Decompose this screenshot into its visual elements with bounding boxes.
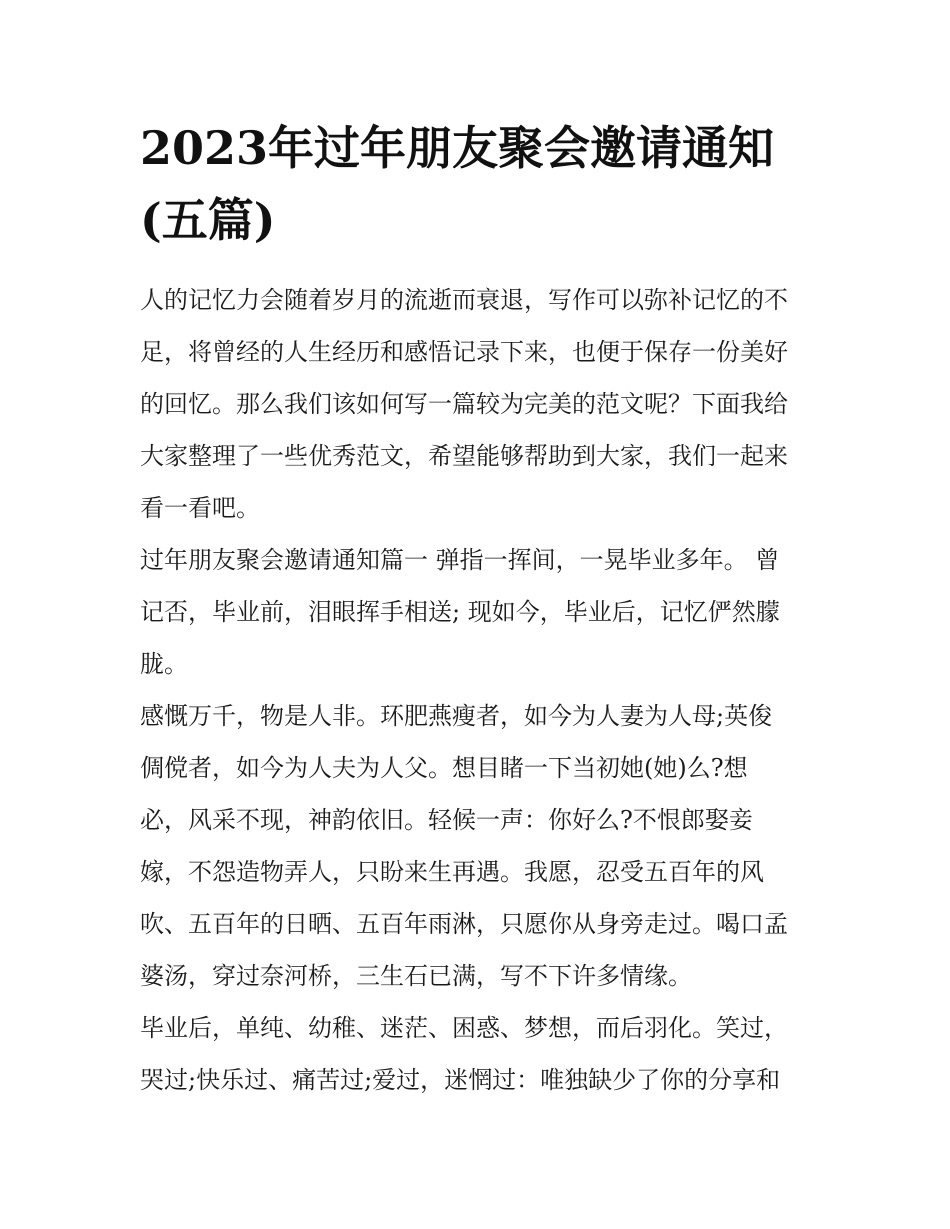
text-line: 哭过;快乐过、痛苦过;爱过，迷惘过：唯独缺少了你的分享和 bbox=[140, 1066, 781, 1094]
text-line: 必，风采不现，神韵依旧。轻候一声：你好么?不恨郎娶妾 bbox=[140, 806, 753, 834]
title-line: 2023年过年朋友聚会邀请通知 bbox=[140, 121, 775, 175]
text-line: 足，将曾经的人生经历和感悟记录下来，也便于保存一份美好 bbox=[140, 338, 788, 366]
paragraph-reflection bbox=[140, 690, 820, 1002]
text-line: 胧。 bbox=[140, 650, 188, 678]
text-line: 感慨万千，物是人非。环肥燕瘦者，如今为人妻为人母;英俊 bbox=[140, 702, 773, 730]
text-line: 的回忆。那么我们该如何写一篇较为完美的范文呢？下面我给 bbox=[140, 390, 788, 418]
text-line: 看一看吧。 bbox=[140, 494, 260, 522]
text-line: 倜傥者，如今为人夫为人父。想目睹一下当初她(她)么?想 bbox=[140, 754, 748, 782]
text-line: 人的记忆力会随着岁月的流逝而衰退，写作可以弥补记忆的不 bbox=[140, 286, 788, 314]
document-body bbox=[140, 274, 820, 1106]
paragraph-intro bbox=[140, 274, 820, 534]
text-line: 婆汤，穿过奈河桥，三生石已满，写不下许多情缘。 bbox=[140, 962, 692, 990]
text-line: 记否，毕业前，泪眼挥手相送; 现如今，毕业后，记忆俨然朦 bbox=[140, 598, 780, 626]
paragraph-after-graduation bbox=[140, 1002, 820, 1106]
paragraph-section-one bbox=[140, 534, 820, 690]
text-line: 大家整理了一些优秀范文，希望能够帮助到大家，我们一起来 bbox=[140, 442, 788, 470]
document-title bbox=[140, 112, 820, 256]
text-line: 过年朋友聚会邀请通知篇一 弹指一挥间，一晃毕业多年。 曾 bbox=[140, 546, 780, 574]
text-line: 吹、五百年的日晒、五百年雨淋，只愿你从身旁走过。喝口孟 bbox=[140, 910, 788, 938]
text-line: 嫁，不怨造物弄人，只盼来生再遇。我愿，忍受五百年的风 bbox=[140, 858, 764, 886]
text-line: 毕业后，单纯、幼稚、迷茫、困惑、梦想，而后羽化。笑过， bbox=[140, 1014, 788, 1042]
title-line: (五篇) bbox=[140, 193, 276, 247]
